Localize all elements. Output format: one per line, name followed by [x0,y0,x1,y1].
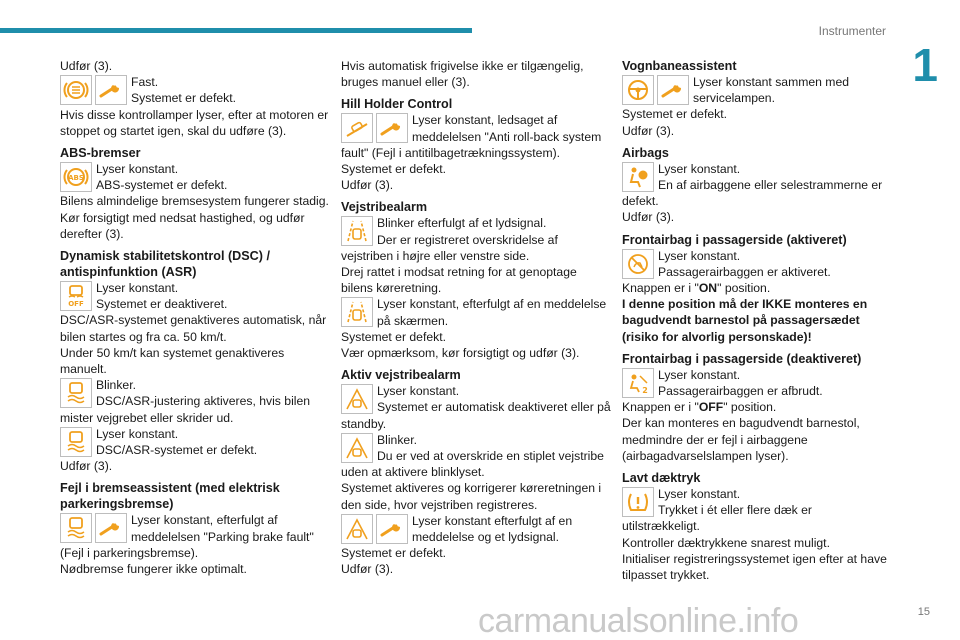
airbag-off-text-c: " position. [723,400,777,415]
dsc-icon [60,378,92,408]
wrench-icon [95,75,127,105]
hill-holder-para-2: Udfør (3). [341,178,394,193]
svg-text:2: 2 [642,385,648,395]
active-lane-icon [341,433,373,463]
hill-holder-line-1: Lyser konstant, ledsaget af meddelelsen "Anti roll-back system fault" (Fejl i antitilbagetrækningssystem). [341,113,602,160]
warning-row-active-lane [341,383,611,432]
lane-assist-para-1: Systemet er defekt. [622,107,727,122]
lane-assist-line-1: Lyser konstant sammen med servicelampen. [693,75,850,106]
warning-row-dsc-blink [60,377,330,426]
dsc-para-2: Under 50 km/t kan systemet genaktiveres manuelt. [60,345,285,377]
dsc-defect-para: Udfør (3). [60,459,113,474]
airbag-off-text-a: Knappen er i " [622,400,699,415]
col2-intro: Hvis automatisk frigivelse ikke er tilgængelig, bruges manuel eller (3). [341,59,584,90]
active-lane-line-1: Lyser konstant. [377,384,460,399]
airbag-off-para: Der kan monteres en bagudvendt barnestol, medmindre der er fejl i airbaggene (airbagadvarselslampen lyser). [622,416,860,463]
section-title-hill-holder: Hill Holder Control [341,97,453,112]
passenger-airbag-on-icon [622,249,654,279]
airbag-on-line-2: Passagerairbaggen er aktiveret. [658,264,831,279]
airbag-on-line-1: Lyser konstant. [658,248,741,263]
section-title-lane-alarm: Vejstribealarm [341,200,428,215]
passenger-airbag-off-icon [622,368,654,398]
wrench-icon [376,113,408,143]
intro-text: Udfør (3). [60,59,113,73]
active-lane-defect-para-1: Systemet er defekt. [341,546,446,561]
wrench-icon [657,75,689,105]
lane-line-2: Der er registreret overskridelse af vejstriben i højre eller venstre side. [341,232,558,263]
airbag-on-warning: I denne position må der IKKE monteres en bagudvendt barnestol på passagersædet (risiko for alvorlig personskade)! [622,297,868,344]
dsc-defect-line-1: Lyser konstant. [96,426,179,441]
section-title-active-lane: Aktiv vejstribealarm [341,368,461,383]
low-tyre-line-2: Trykket i ét eller flere dæk er utilstrækkeligt. [622,503,812,534]
fast-label: Fast. [131,75,159,90]
dsc-line-2: Systemet er deaktiveret. [96,297,228,312]
warning-row-dsc-defect [60,426,330,458]
lane-defect-para-2: Vær opmærksom, kør forsigtigt og udfør (3). [341,346,580,361]
active-lane-blink-para: Systemet aktiveres og korrigerer køreretningen i den side, hvor vejstriben registreres. [341,481,602,512]
page-header-title: Instrumenter [818,24,886,38]
airbags-para: Udfør (3). [622,210,675,225]
lane-assist-para-2: Udfør (3). [622,123,675,138]
airbag-on-state: ON [698,281,718,296]
active-lane-blink-line-2: Du er ved at overskride en stiplet vejstribe uden at aktivere blinklyset. [341,449,604,480]
dsc-blink-line-2: DSC/ASR-justering aktiveres, hvis bilen mister vejgrebet eller skrider ud. [60,394,311,425]
hill-holder-icon [341,113,373,143]
airbag-icon [622,162,654,192]
chapter-number: 1 [912,39,938,91]
airbag-on-button-position [622,280,892,296]
section-title-airbag-off: Frontairbag i passagerside (deaktiveret) [622,351,862,366]
warning-row-lane-assist [622,74,892,106]
warning-row-lane-defect [341,296,611,328]
active-lane-icon [341,514,373,544]
fast-desc: Systemet er defekt. [131,91,236,106]
dsc-off-icon [60,281,92,311]
warning-row-active-lane-blink [341,432,611,481]
column-2 [341,58,611,578]
lane-para-1: Drej rattet i modsat retning for at genoptage bilens køreretning. [341,265,577,296]
warning-row-airbags [622,161,892,210]
active-lane-line-2: Systemet er automatisk deaktiveret eller på standby. [341,400,611,431]
active-lane-blink-line-1: Blinker. [377,432,417,447]
warning-row-active-lane-defect [341,513,611,545]
dsc-icon [60,513,92,543]
section-title-dsc: Dynamisk stabilitetskontrol (DSC) / antispinfunktion (ASR) [60,249,270,280]
brake-assist-line-1: Lyser konstant, efterfulgt af meddelelsen "Parking brake fault" (Fejl i parkeringsbremse). [60,513,314,560]
svg-text:OFF: OFF [68,300,84,309]
page-number: 15 [917,606,930,618]
warning-row-hill-holder [341,112,611,161]
section-title-abs: ABS-bremser [60,146,141,161]
airbag-off-line-2: Passagerairbaggen er afbrudt. [658,384,823,399]
watermark-text: carmanualsonline.info [478,602,799,640]
section-title-low-tyre: Lavt dæktryk [622,471,701,486]
dsc-icon [60,427,92,457]
steering-wheel-icon [622,75,654,105]
after-fast-text: Hvis disse kontrollamper lyser, efter at motoren er stoppet og startet igen, skal du udføre (3). [60,107,329,138]
airbag-on-text-c: " position. [717,281,771,296]
lane-departure-icon [341,297,373,327]
low-tyre-para-1: Kontroller dæktrykkene snarest muligt. [622,535,830,550]
abs-para-2: Kør forsigtigt med nedsat hastighed, og udfør derefter (3). [60,210,305,241]
lane-line-1: Blinker efterfulgt af et lydsignal. [377,216,547,231]
warning-row-dsc-off [60,280,330,312]
dsc-blink-line-1: Blinker. [96,378,136,393]
svg-text:ABS: ABS [68,174,84,183]
warning-row-lane-blink [341,215,611,264]
active-lane-defect-line-1: Lyser konstant efterfulgt af en meddelelse og et lydsignal. [412,513,573,545]
warning-row-airbag-off [622,367,892,399]
dsc-para-1: DSC/ASR-systemet genaktiveres automatisk, når bilen startes og fra ca. 50 km/t. [60,313,327,344]
dsc-line-1: Lyser konstant. [96,281,179,296]
lane-defect-line-1: Lyser konstant, efterfulgt af en meddelelse på skærmen. [377,297,607,328]
wrench-icon [95,513,127,543]
abs-icon [60,162,92,192]
brake-warning-icon [60,75,92,105]
warning-row-abs [60,161,330,193]
airbag-off-state: OFF [698,400,724,415]
warning-row-fast [60,74,330,106]
dsc-defect-line-2: DSC/ASR-systemet er defekt. [96,443,258,458]
abs-line-1: Lyser konstant. [96,162,179,177]
abs-para-1: Bilens almindelige bremsesystem fungerer stadig. [60,194,329,209]
lane-defect-para-1: Systemet er defekt. [341,329,446,344]
column-1 [60,58,330,577]
section-title-airbags: Airbags [622,145,669,160]
airbag-on-text-a: Knappen er i " [622,281,699,296]
low-tyre-para-2: Initialiser registreringssystemet igen efter at have tilpasset trykket. [622,551,887,583]
tyre-pressure-icon [622,487,654,517]
active-lane-icon [341,384,373,414]
hill-holder-para-1: Systemet er defekt. [341,162,446,177]
header-accent-bar [0,28,472,33]
warning-row-brake-assist [60,512,330,561]
brake-assist-para: Nødbremse fungerer ikke optimalt. [60,562,247,577]
airbags-line-2: En af airbaggene eller selestrammerne er defekt. [622,178,883,209]
low-tyre-line-1: Lyser konstant. [658,487,741,502]
warning-row-low-tyre [622,486,892,535]
abs-line-2: ABS-systemet er defekt. [96,178,228,193]
section-title-airbag-on: Frontairbag i passagerside (aktiveret) [622,232,847,247]
airbags-line-1: Lyser konstant. [658,161,741,176]
wrench-icon [376,514,408,544]
airbag-off-line-1: Lyser konstant. [658,367,741,382]
airbag-off-button-position [622,399,892,415]
lane-departure-icon [341,216,373,246]
section-title-brake-assist: Fejl i bremseassistent (med elektrisk parkeringsbremse) [60,481,280,512]
column-3 [622,58,892,583]
section-title-lane-assist: Vognbaneassistent [622,59,737,73]
warning-row-airbag-on [622,248,892,280]
active-lane-defect-para-2: Udfør (3). [341,562,394,577]
